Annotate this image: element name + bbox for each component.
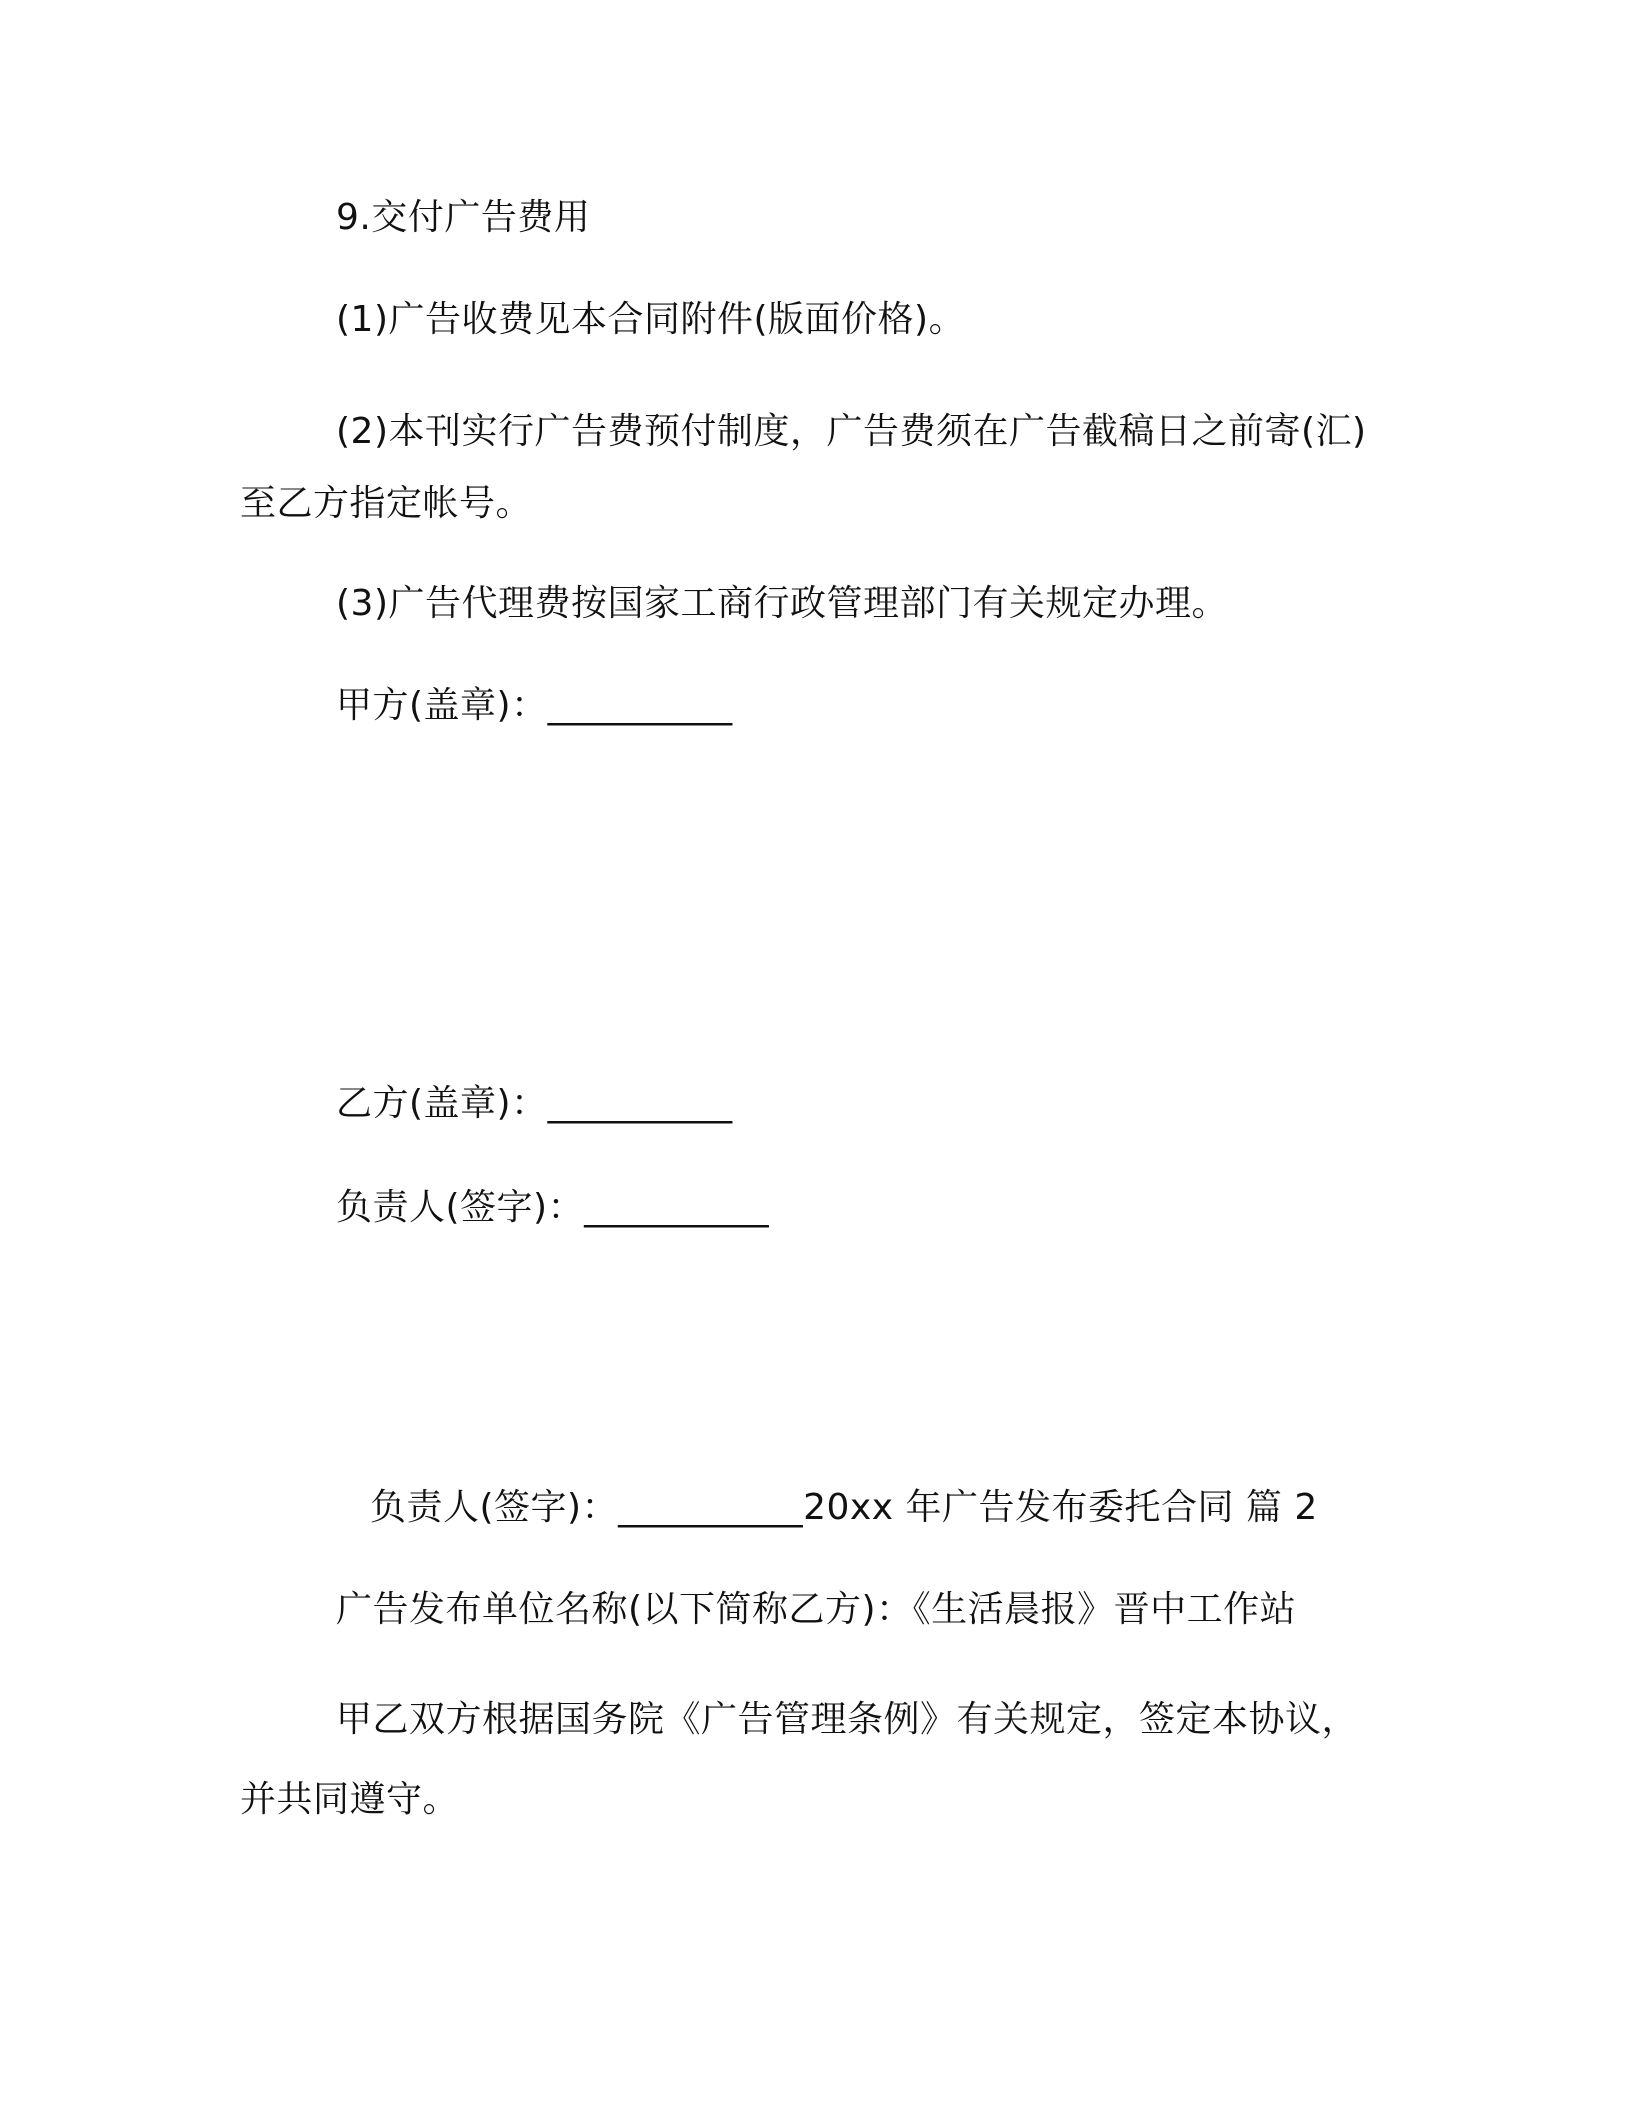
party-b-seal-line: 乙方(盖章)：__________ <box>336 1083 733 1124</box>
clause-item-1: (1)广告收费见本合同附件(版面价格)。 <box>336 299 966 340</box>
clause-item-2: (2)本刊实行广告费预付制度，广告费须在广告截稿日之前寄(汇)至乙方指定帐号。 <box>240 411 1367 524</box>
agreement-text: 甲乙双方根据国务院《广告管理条例》有关规定，签定本协议，并共同遵守。 <box>240 1699 1359 1820</box>
clause-item-3: (3)广告代理费按国家工商行政管理部门有关规定办理。 <box>336 583 1228 624</box>
responsible-signature-line: 负责人(签字)：__________ <box>336 1187 770 1228</box>
party-a-seal-line: 甲方(盖章)：__________ <box>336 685 733 726</box>
publisher-name-line: 广告发布单位名称(以下简称乙方)：《生活晨报》晋中工作站 <box>336 1589 1297 1630</box>
section-heading: 9.交付广告费用 <box>336 197 591 238</box>
responsible-signature-and-contract-title: 负责人(签字)：__________20xx 年广告发布委托合同 篇 2 <box>370 1487 1318 1528</box>
